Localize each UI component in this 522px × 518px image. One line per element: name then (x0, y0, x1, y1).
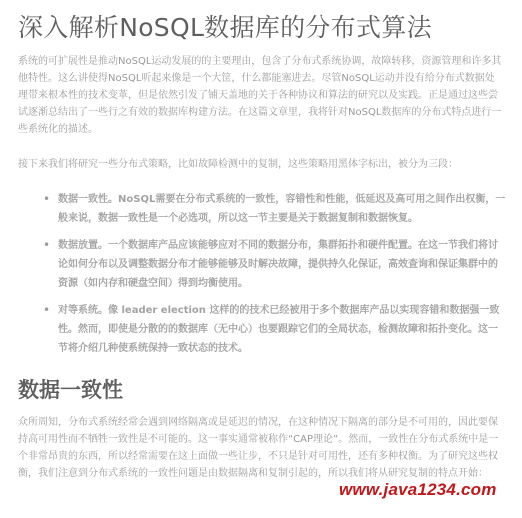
section-title: 数据一致性 (18, 378, 123, 402)
strategy-item-peer-systems (43, 301, 506, 358)
strategy-item-consistency (43, 190, 506, 228)
bullet-icon: • (43, 192, 51, 206)
bullet-icon: • (43, 303, 51, 317)
watermark-text: www.java1234.com (339, 480, 497, 499)
article-title: 深入解析NoSQL数据库的分布式算法 (18, 13, 432, 42)
intro-paragraph: 系统的可扩展性是推动NoSQL运动发展的的主要理由，包含了分布式系统协调，故障转移，资源管理和许多其他特性。这么讲使得NoSQL听起来像是一个大筐，什么都能塞进去。尽管NoSQL运动并没有给分布式数据处理带来根本性的技术变革，但是依然引发了铺天盖地的关于各种协议和算法的研究以及实践。正是通过这些尝试逐渐总结出了一些行之有效的数据库构建方法。在这篇文章里，我将针对NoSQL数据库的分布式特点进行一些系统化的描述。 (18, 56, 502, 135)
strategy-text: 对等系统。像 leader election 这样的的技术已经被用于多个数据库产品以实现容错和数据强一致性。然而，即使是分散的的数据库（无中心）也要跟踪它们的全局状态，检测故障和拓扑变化。这一节将介绍几种使系统保持一致状态的技术。 (58, 305, 500, 354)
section-body-paragraph: 众所周知，分布式系统经常会遇到网络隔离或是延迟的情况，在这种情况下隔离的部分是不可用的，因此要保持高可用性而不牺牲一致性是不可能的。这一事实通常被称作“CAP理论”。然而，一致性在分布式系统中是一个非常昂贵的东西，所以经常需要在这上面做一些让步，不只是针对可用性，还有多种权衡。为了研究这些权衡，我们注意到分布式系统的一致性问题是由数据隔离和复制引起的，所以我们将从研究复制的特点开始： (18, 417, 499, 479)
strategy-text: 数据放置。一个数据库产品应该能够应对不同的数据分布，集群拓扑和硬件配置。在这一节我们将讨论如何分布以及调整数据分布才能够能够及时解决故障，提供持久化保证，高效查询和保证集群中的资源（如内存和硬盘空间）得到均衡使用。 (58, 240, 498, 289)
bullet-icon: • (43, 238, 51, 252)
lead-paragraph: 接下来我们将研究一些分布式策略，比如故障检测中的复制，这些策略用黑体字标出，被分为三段： (18, 159, 458, 170)
strategy-item-placement (43, 236, 506, 293)
strategy-text: 数据一致性。NoSQL需要在分布式系统的一致性，容错性和性能，低延迟及高可用之间作出权衡，一般来说，数据一致性是一个必选项，所以这一节主要是关于数据复制和数据恢复。 (58, 194, 506, 224)
strategy-list (43, 190, 506, 366)
